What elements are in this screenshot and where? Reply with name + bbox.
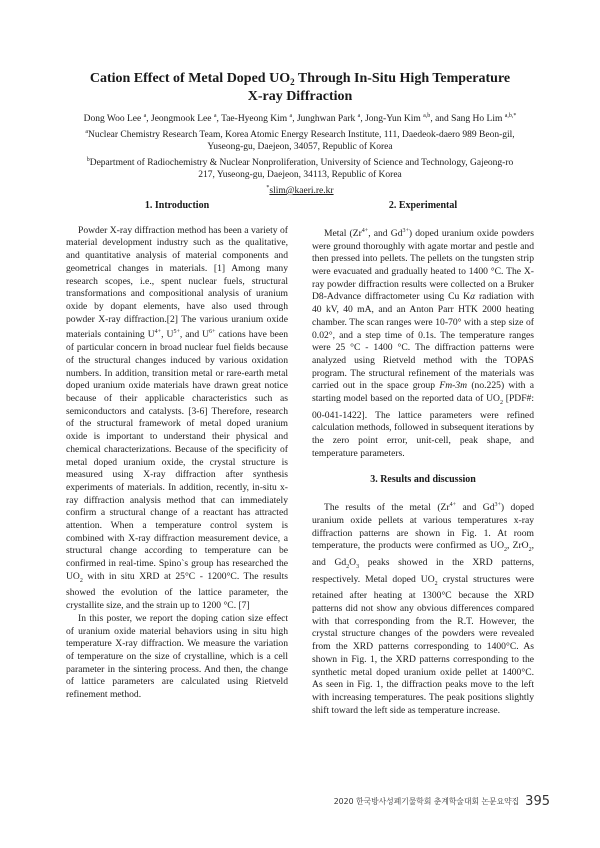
title-part2: Through In-Situ High Temperature bbox=[294, 71, 511, 86]
page-number: 395 bbox=[525, 794, 550, 809]
corresponding-email: *slim@kaeri.re.kr bbox=[266, 184, 334, 197]
introduction-heading: 1. Introduction bbox=[144, 200, 210, 211]
left-column bbox=[66, 200, 288, 702]
author-name: Jong-Yun Kim bbox=[365, 114, 421, 125]
title-subscript: 2 bbox=[290, 77, 295, 87]
author-name: Junghwan Park bbox=[296, 114, 356, 125]
introduction-paragraph-1: Powder X-ray diffraction method has been a variety of material development industry such as the qualitative, and quantitative analysis of material components and geometrical changes in materials. [1] Among many research scopes, i.e., spent nuclear fuels, structural transformations and compositional analysis of uranium oxide by dopant elements, have also used through powder X-ray diffraction.[2] The various uranium oxide materials containing $U^{4+}$, $U^{5+}$, and $U^{6+}$ cations have been of particular concern in broad nuclear fuel fields because of the structural changes induced by various oxidation numbers. In addition, transition metal or rare-earth metal doped uranium oxide materials have drawn great notice because of their applicable characteristics such as semiconductors and catalysts. [3-6] Therefore, research of the structural framework of metal doped uranium oxide is important to understand their physical and chemical characterizations. Because of the specificity of metal doped uranium oxide, the crystal structure is measured using X-ray diffraction after synthesis experiments of materials. In addition, recently, in-situ x-ray diffraction analysis method that can immediately confirm a structural change of a reactant has attracted attention. When a temperature control system is combined with X-ray diffraction measurement device, a structural change according to temperature can be confirmed in real-time. Spino`s group has researched the $UO_2$ with in situ XRD at 25°C - 1200°C. The results showed the evolution of the lattice parameter, the crystallite size, and the strain up to 1200 °C. [7] bbox=[66, 224, 288, 612]
title-line2: X-ray Diffraction bbox=[247, 89, 353, 104]
results-heading: 3. Results and discussion bbox=[370, 474, 476, 486]
affiliation-b: $^b$Department of Radiochemistry & Nuclear Nonproliferation, University of Science and Technology, Gajeong-ro 217, Yuseong-gu, Daejeon, 34113, Republic of Korea bbox=[86, 156, 514, 181]
page-footer bbox=[320, 794, 550, 809]
author-name: Jeongmook Lee bbox=[151, 114, 212, 125]
results-paragraph: The results of the metal ($Zr^{4+}$ and $Gd^{3+}$) doped uranium oxide pellets at various temperatures x-ray diffraction patterns are shown in Fig. 1. At room temperature, the products were confirmed as $UO_2$, ZrO$_2$, and $Gd_2O_3$ peaks showed in the XRD patterns, respectively. Metal doped $UO_2$ crystal structures were retained after heating at 1300°C because the XRD patterns did not show any obvious differences compared with that corresponding from the R.T. However, the crystal structure changes of the powders were revealed from the XRD patterns corresponding to 1400°C. As shown in Fig. 1, the XRD patterns corresponding to the synthetic metal doped uranium oxide pellet at 1400°C. As seen in Fig. 1, the diffraction peaks move to the left with increasing temperatures. The peak positions slightly shift toward the left side as temperature increase. bbox=[312, 502, 534, 716]
experimental-heading: 2. Experimental bbox=[388, 200, 458, 211]
author-block bbox=[40, 110, 560, 198]
right-column bbox=[312, 200, 534, 717]
affiliation-a: $^a$Nuclear Chemistry Research Team, Korea Atomic Energy Research Institute, 111, Daedeok-daero 989 Beon-gil, Yuseong-gu, Daejeon, 34057, Republic of Korea bbox=[85, 128, 515, 153]
author-name: Tae-Hyeong Kim bbox=[221, 114, 288, 125]
title-part1: Cation Effect of Metal Doped UO bbox=[89, 71, 291, 86]
author-affiliation-mark: a,b,* bbox=[504, 113, 517, 119]
author-affiliation-mark: a bbox=[357, 113, 361, 119]
author-affiliation-mark: a bbox=[143, 113, 147, 119]
paper-title bbox=[60, 70, 540, 105]
author-affiliation-mark: a bbox=[289, 113, 293, 119]
author-name: and Sang Ho Lim bbox=[435, 114, 503, 125]
author-affiliation-mark: a bbox=[213, 113, 217, 119]
author-list: Dong Woo Lee $^a$, Jeongmook Lee $^a$, Tae-Hyeong Kim $^a$, Junghwan Park $^a$, Jong-Yun Kim $^{a,b}$, and Sang Ho Lim $^{a,b,*}$ bbox=[83, 113, 517, 125]
author-name: Dong Woo Lee bbox=[83, 114, 142, 125]
introduction-paragraph-2: In this poster, we report the doping cation size effect of uranium oxide material behaviors using in situ high temperature X-ray diffraction. We measure the variation of temperature on the size of crystalline, which is a cell parameter in the sintering process. And then, the change of lattice parameters are calculated using Rietveld refinement method. bbox=[66, 612, 288, 701]
proceedings-title: 2020 한국방사성폐기물학회 춘계학술대회 논문요약집 bbox=[333, 797, 520, 806]
author-affiliation-mark: a,b bbox=[423, 113, 431, 119]
email-link[interactable]: slim@kaeri.re.kr bbox=[269, 186, 334, 197]
experimental-paragraph: Metal ($Zr^{4+}$, and $Gd^{3+}$) doped uranium oxide powders were ground thoroughly with agate mortar and pestle and then pressed into pellets. The pellets on the tungsten strip were evacuated and gradually heated to 1400 °C. The X-ray powder diffraction results were collected on a Bruker D8-Advance diffractometer using Cu Kα radiation with 40 kV, 40 mA, and an Anton Parr HTK 2000 heating chamber. The scan ranges were 10-70° with a step size of 0.02°, and a step time of 0.1s. The temperature ranges were 25 °C - 1400 °C. The diffraction patterns were analyzed using Rietveld method with the TOPAS program. The structural refinement of the materials was carried out in the space group Fm-3m (no.225) with a starting model based on the reported data of $UO_2$ [PDF#: 00-041-1422]. The lattice parameters were refined calculation methods, followed in subsequent iterations by the zero point error, unit-cell, peak shape, and temperature parameters. bbox=[312, 227, 535, 459]
